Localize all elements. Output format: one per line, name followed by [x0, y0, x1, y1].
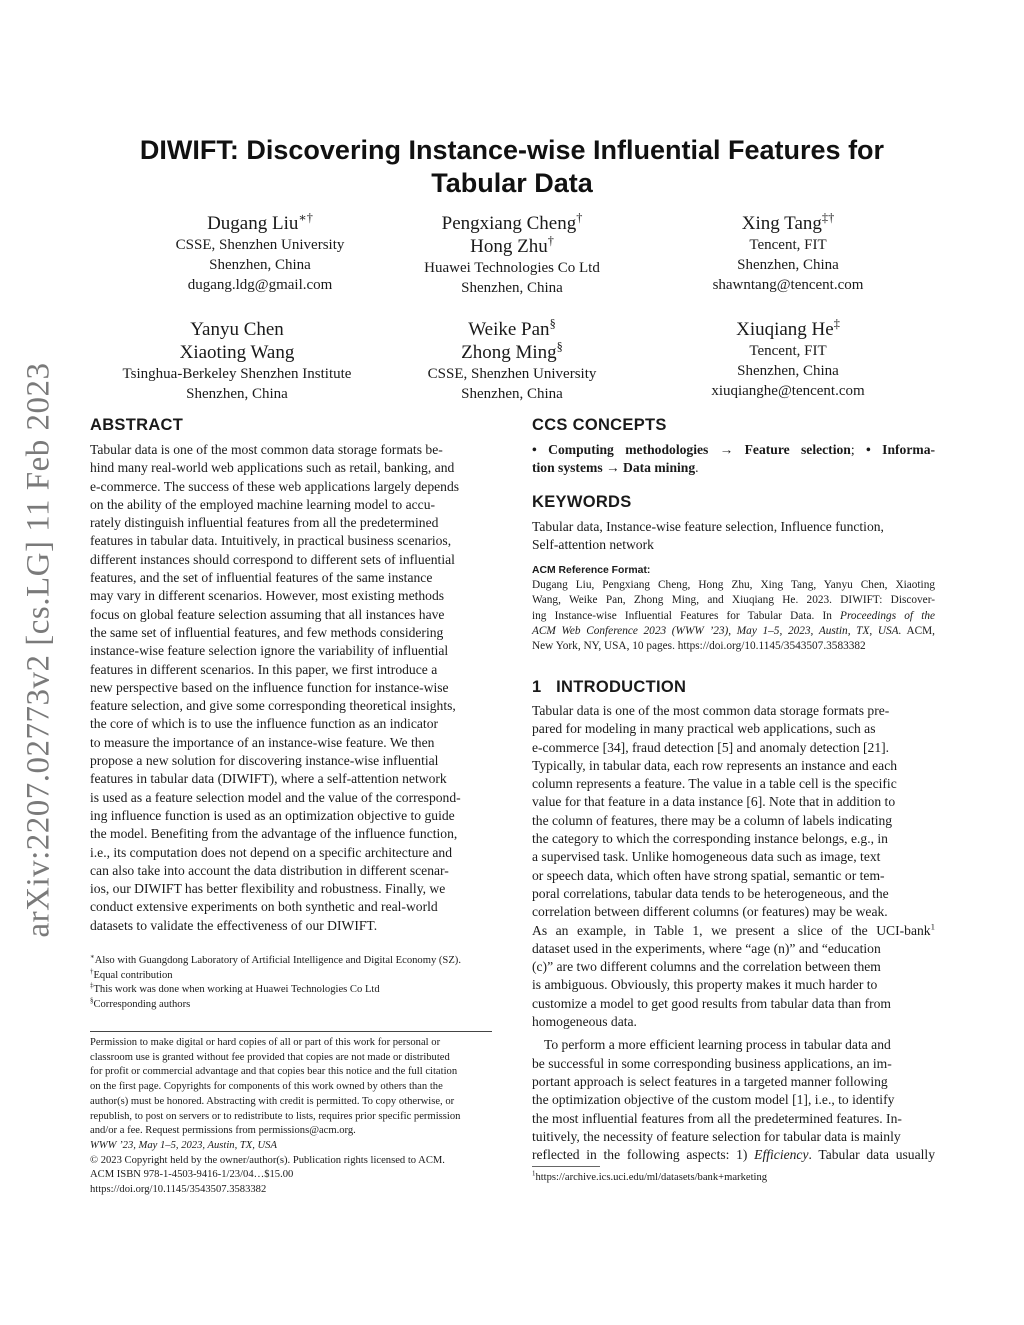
abstract-line: datasets to validate the effectiveness of our DIWIFT.	[90, 917, 378, 933]
author-block-liu	[110, 212, 410, 295]
author-city: Shenzhen, China	[737, 257, 839, 273]
acm-reference	[532, 563, 935, 654]
intro-text	[532, 702, 935, 1164]
abstract-line: hind many real-world web applications such as retail, banking, and	[90, 460, 455, 476]
ccs-concepts	[532, 441, 935, 478]
author-email: dugang.ldg@gmail.com	[187, 277, 333, 293]
author-affiliation: Tencent, FIT	[749, 237, 827, 253]
author-mark: ‡†	[821, 210, 835, 225]
ccs-bullet: •	[866, 442, 871, 457]
intro-line: is ambiguous. Obviously, this property makes it much harder to	[532, 977, 878, 993]
intro-line: portant approach is select features in a targeted manner following	[532, 1073, 888, 1089]
paper-title	[60, 134, 964, 200]
intro-line: correlation between different columns (or features) may be weak.	[532, 904, 888, 920]
abstract-text	[90, 441, 492, 935]
section-title: INTRODUCTION	[556, 678, 687, 696]
intro-line: e-commerce [34], fraud detection [5] and anomaly detection [21].	[532, 739, 890, 755]
abstract-line: instance-wise feature selection ignore the variability of influential	[90, 643, 449, 659]
venue-line: WWW ’23, May 1–5, 2023, Austin, TX, USA	[90, 1139, 277, 1151]
author-city: Shenzhen, China	[209, 257, 311, 273]
abstract-line: new perspective based on the influence function for instance-wise	[90, 679, 449, 695]
abstract-line: rately distinguish influential features from all the predetermined	[90, 515, 439, 531]
intro-line: pared for modeling in many practical web applications, such as	[532, 721, 876, 737]
footnote-mark: ∗	[90, 953, 95, 961]
keywords-heading: KEYWORDS	[532, 493, 632, 511]
intro-line: homogeneous data.	[532, 1014, 637, 1030]
abstract-line: is used as a feature selection model and the value of the correspond-	[90, 789, 461, 805]
footnote-text: Corresponding authors	[93, 999, 191, 1011]
author-affiliation: CSSE, Shenzhen University	[175, 237, 345, 253]
author-mark: §	[556, 339, 563, 354]
ccs-heading: CCS CONCEPTS	[532, 416, 667, 434]
author-block-he	[650, 318, 926, 401]
intro-line: (c)” are two different columns and the correlation between them	[532, 959, 881, 975]
abstract-line: propose a new solution for discovering instance-wise influential	[90, 753, 439, 769]
footnote-mark: 1	[532, 1170, 536, 1178]
ccs-term: Computing methodologies → Feature selection	[548, 442, 851, 457]
keywords-text	[532, 518, 935, 555]
author-footnotes	[90, 954, 500, 1013]
footnote-mark: §	[90, 997, 94, 1005]
author-name: Xiaoting Wang	[179, 342, 295, 363]
footnote-text: Also with Guangdong Laboratory of Artificial Intelligence and Digital Economy (SZ).	[94, 955, 461, 966]
permission-line: on the first page. Copyrights for components of this work owned by others than the	[90, 1081, 443, 1093]
author-affiliation: Tsinghua-Berkeley Shenzhen Institute	[122, 366, 352, 382]
author-name: Dugang Liu	[207, 213, 299, 234]
intro-line: the column of features, there may be a column of labels indicating	[532, 812, 893, 828]
intro-line: be successful in some corresponding business applications, an im-	[532, 1055, 892, 1071]
footnote-mark: †	[90, 968, 94, 976]
permission-line: republish, to post on servers or to redistribute to lists, requires prior specific permission	[90, 1110, 461, 1122]
author-affiliation: Huawei Technologies Co Ltd	[424, 260, 600, 276]
author-mark: ‡	[833, 316, 840, 331]
url-footnote	[532, 1171, 935, 1186]
abstract-line: features, and the set of influential features of the same instance	[90, 570, 433, 586]
footnote-text: This work was done when working at Huawei Technologies Co Ltd	[93, 984, 380, 996]
author-name: Yanyu Chen	[190, 319, 284, 340]
permission-line: and/or a fee. Request permissions from permissions@acm.org.	[90, 1125, 356, 1137]
abstract-line: different instances should correspond to different sets of influential	[90, 551, 455, 567]
acm-ref-heading: ACM Reference Format:	[532, 565, 651, 576]
intro-line: poral correlations, tabular data tends to be heterogeneous, and the	[532, 885, 889, 901]
intro-line: column represents a feature. The value in a table cell is the specific	[532, 776, 897, 792]
ccs-separator: ;	[850, 442, 855, 457]
abstract-line: conduct extensive experiments on both synthetic and real-world	[90, 899, 438, 915]
abstract-line: features in tabular data (DIWIFT), where a self-attention network	[90, 771, 447, 787]
title-line-2: Tabular Data	[431, 168, 593, 198]
author-affiliation: CSSE, Shenzhen University	[427, 366, 597, 382]
permission-line: for profit or commercial advantage and that copies bear this notice and the full citation	[90, 1066, 458, 1078]
intro-line: reflected in the following aspects: 1)	[532, 1147, 748, 1163]
abstract-line: can also take into account the data distribution in different scenar-	[90, 862, 449, 878]
doi-link[interactable]: https://doi.org/10.1145/3543507.3583382	[90, 1184, 267, 1196]
author-mark: †	[547, 233, 554, 248]
ccs-term: Informa-	[882, 442, 936, 457]
author-email: shawntang@tencent.com	[712, 277, 864, 293]
author-block-chen-wang	[96, 318, 378, 404]
author-city: Shenzhen, China	[737, 363, 839, 379]
author-city: Shenzhen, China	[461, 386, 563, 402]
acm-ref-line[interactable]: New York, NY, USA, 10 pages. https://doi.org/10.1145/3543507.3583382	[532, 640, 866, 653]
intro-line: customize a model to get good results from tabular data than from	[532, 995, 891, 1011]
permission-line: classroom use is granted without fee provided that copies are not made or distributed	[90, 1051, 450, 1063]
arxiv-id: arXiv:2207.02773v2 [cs.LG] 11 Feb 2023	[20, 362, 57, 938]
footnote-text: Equal contribution	[93, 969, 173, 981]
intro-line: . Tabular data usually	[808, 1147, 935, 1163]
author-block-tang	[650, 212, 926, 295]
ccs-end: .	[695, 460, 699, 476]
acm-ref-proceedings: Proceedings of the	[840, 609, 936, 622]
footnote-mark: ‡	[90, 982, 94, 990]
intro-line: the most influential features from all the predetermined features. In-	[532, 1110, 902, 1126]
intro-emphasis: Efficiency	[754, 1147, 809, 1163]
permission-divider	[90, 1031, 492, 1032]
author-name: Weike Pan	[468, 319, 550, 340]
author-mark: †	[576, 210, 583, 225]
author-email: xiuqianghe@tencent.com	[711, 383, 865, 399]
ccs-term: tion systems → Data mining	[532, 460, 696, 476]
acm-ref-line: Wang, Weike Pan, Zhong Ming, and Xiuqiang He. 2023. DIWIFT: Discover-	[532, 594, 935, 607]
intro-line: Tabular data is one of the most common data storage formats pre-	[532, 703, 890, 718]
author-affiliation: Tencent, FIT	[749, 343, 827, 359]
abstract-line: the same set of influential features, and few methods considering	[90, 624, 444, 640]
abstract-line: the core of which is to use the influence function as an indicator	[90, 716, 439, 732]
author-block-cheng-zhu	[372, 212, 652, 298]
acm-ref-line: Dugang Liu, Pengxiang Cheng, Hong Zhu, Xing Tang, Yanyu Chen, Xiaoting	[532, 579, 935, 592]
intro-line: value for that feature in a data instance [6]. Note that in addition to	[532, 794, 896, 810]
abstract-line: may vary in different scenarios. However, most existing methods	[90, 588, 445, 604]
intro-line: the category to which the corresponding instance belongs, e.g., in	[532, 831, 888, 847]
permission-line: Permission to make digital or hard copies of all or part of this work for personal or	[90, 1037, 441, 1048]
footnote-url[interactable]: https://archive.ics.uci.edu/ml/datasets/bank+marketing	[535, 1172, 768, 1183]
ccs-bullet: •	[532, 442, 537, 457]
abstract-line: on the ability of the employed machine learning model to accu-	[90, 496, 436, 512]
intro-line: Typically, in tabular data, each row represents an instance and each	[532, 757, 898, 773]
acm-ref-line: ACM,	[906, 624, 935, 637]
intro-heading	[532, 678, 686, 697]
keywords-line: Tabular data, Instance-wise feature selection, Influence function,	[532, 519, 884, 534]
abstract-line: e-commerce. The success of these web applications largely depends	[90, 478, 460, 494]
intro-line: As an example, in Table 1, we present a slice of the UCI-bank	[532, 922, 931, 938]
intro-line: dataset used in the experiments, where “age (n)” and “education	[532, 940, 881, 956]
abstract-line: features in tabular data. Intuitively, in practical business scenarios,	[90, 533, 452, 549]
abstract-line: features in different scenarios. In this paper, we first introduce a	[90, 661, 438, 677]
author-name: Xiuqiang He	[736, 319, 834, 340]
abstract-line: ios, our DIWIFT has better flexibility and robustness. Finally, we	[90, 881, 446, 897]
abstract-line: the model. Benefiting from the advantage of the influence function,	[90, 826, 458, 842]
intro-line: tuitively, the necessity of feature selection for tabular data is mainly	[532, 1128, 901, 1144]
author-name: Xing Tang	[741, 213, 822, 234]
abstract-line: Tabular data is one of the most common data storage formats be-	[90, 442, 443, 457]
copyright-line: © 2023 Copyright held by the owner/author(s). Publication rights licensed to ACM.	[90, 1154, 445, 1166]
abstract-line: to measure the importance of an instance-wise feature. We then	[90, 734, 435, 750]
author-name: Pengxiang Cheng	[441, 213, 577, 234]
permission-block	[90, 1036, 492, 1198]
author-name: Hong Zhu	[470, 236, 548, 257]
acm-ref-proceedings: ACM Web Conference 2023 (WWW ’23), May 1–5, 2023, Austin, TX, USA.	[532, 624, 902, 637]
acm-ref-line: ing Instance-wise Influential Features for Tabular Data. In	[532, 609, 832, 622]
author-block-pan-ming	[372, 318, 652, 404]
abstract-line: ing influence function is used as an optimization objective to guide	[90, 807, 455, 823]
abstract-heading: ABSTRACT	[90, 416, 184, 434]
intro-line: the optimization objective of the custom model [1], i.e., to identify	[532, 1092, 895, 1108]
intro-line: To perform a more efficient learning process in tabular data and	[544, 1037, 891, 1053]
keywords-line: Self-attention network	[532, 537, 654, 553]
author-city: Shenzhen, China	[186, 386, 288, 402]
author-city: Shenzhen, China	[461, 280, 563, 296]
footnote-ref[interactable]: 1	[930, 921, 935, 932]
title-line-1: DIWIFT: Discovering Instance-wise Influential Features for	[139, 135, 885, 165]
abstract-line: focus on global feature selection assuming that all instances have	[90, 606, 445, 622]
section-number: 1	[532, 678, 542, 696]
intro-line: or speech data, which often have strong spatial, semantic or tem-	[532, 867, 885, 883]
permission-line: author(s) must be honored. Abstracting with credit is permitted. To copy otherwise, or	[90, 1095, 455, 1107]
author-mark: §	[549, 316, 556, 331]
author-mark: ∗†	[298, 210, 313, 225]
isbn-line: ACM ISBN 978-1-4503-9416-1/23/04…$15.00	[90, 1169, 294, 1181]
intro-line: a supervised task. Unlike homogeneous data such as image, text	[532, 849, 881, 865]
abstract-line: feature selection, and give some corresponding theoretical insights,	[90, 698, 456, 714]
arxiv-stamp	[12, 360, 66, 940]
abstract-line: i.e., its computation does not depend on a specific architecture and	[90, 844, 452, 860]
author-name: Zhong Ming	[461, 342, 557, 363]
footnote-divider	[532, 1166, 600, 1167]
